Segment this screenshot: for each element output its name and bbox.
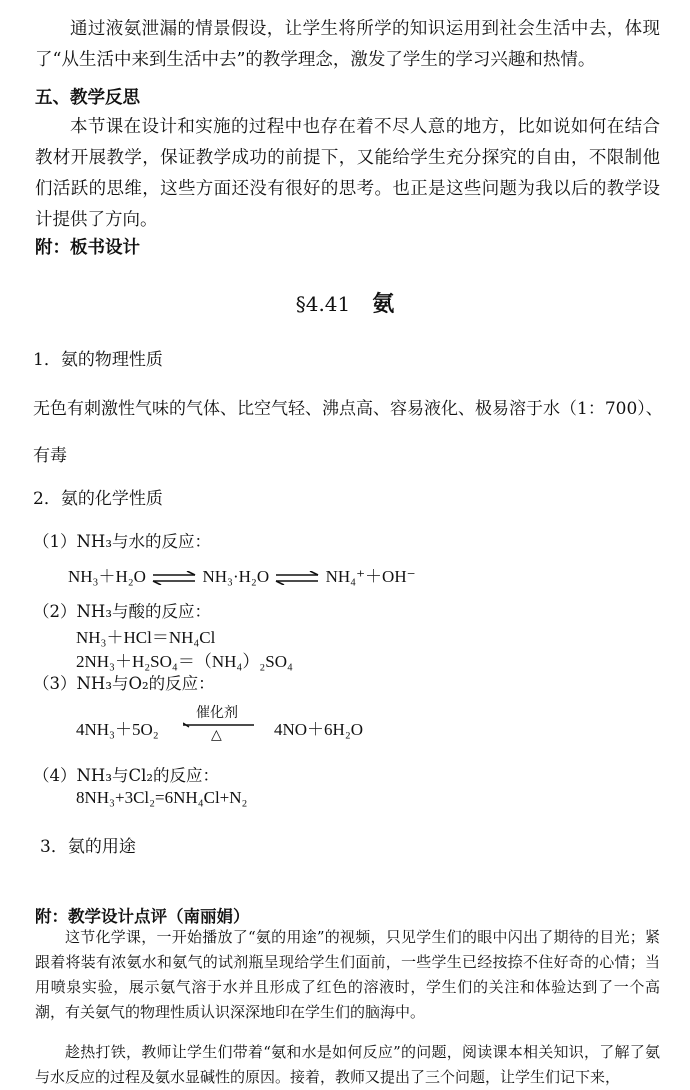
reaction4-equation: 8NH₃+3Cl₂=6NH₄Cl+N₂ xyxy=(76,788,248,807)
reaction4-label: （4）NH₃与Cl₂的反应： xyxy=(33,766,219,785)
review-paragraph-2: 趁热打铁，教师让学生们带着“氨和水是如何反应”的问题，阅读课本相关知识，了解了氨与水反应的过程及氨水显碱性的原因。接着，教师又提出了三个问题，让学生们记下来， xyxy=(35,1043,660,1086)
board-title xyxy=(0,287,690,318)
section5-paragraph: 本节课在设计和实施的过程中也存在着不尽人意的地方，比如说如何在结合教材开展教学，保证教学成功的前提下，又能给学生充分探究的自由，不限制他们活跃的思维，这些方面还没有很好的思考。也正是这些问题为我以后的教学设计提供了方向。 xyxy=(35,117,660,230)
board-title-number: §4.41 xyxy=(295,292,351,316)
reaction3-heat-symbol: △ xyxy=(211,727,222,743)
physical-properties-heading: 1．氨的物理性质 xyxy=(33,350,163,370)
equilibrium-arrow-icon xyxy=(152,571,196,585)
reaction3-catalyst: 催化剂 xyxy=(196,705,238,721)
reaction3-left: 4NH₃＋5O₂ xyxy=(76,720,159,739)
appendix-heading: 附：板书设计 xyxy=(35,238,140,258)
review-paragraph-1: 这节化学课，一开始播放了“氨的用途”的视频，只见学生们的眼中闪出了期待的目光；紧跟着将装有浓氨水和氨气的试剂瓶呈现给学生们面前，一些学生已经按捺不住好奇的心情；当用喷泉实验，展示氨气溶于水并且形成了红色的溶液时，学生们的关注和体验达到了一个高潮，有关氨气的物理性质认识深深地印在学生们的脑海中。 xyxy=(35,928,660,1021)
chemical-properties-heading: 2．氨的化学性质 xyxy=(33,489,163,509)
reaction3-label: （3）NH₃与O₂的反应： xyxy=(33,674,215,693)
board-title-word: 氨 xyxy=(372,291,395,317)
reaction2-equation-1: NH₃＋HCl＝NH₄Cl xyxy=(76,628,216,647)
reaction1-right: NH₄⁺＋OH⁻ xyxy=(325,567,416,586)
review-heading: 附：教学设计点评（南丽娟） xyxy=(35,907,250,926)
equilibrium-arrow-icon xyxy=(275,571,319,585)
physical-properties-text-2: 有毒 xyxy=(33,446,67,466)
reaction1-label: （1）NH₃与水的反应： xyxy=(33,532,211,551)
section5-heading: 五、教学反思 xyxy=(35,88,140,108)
reaction3-right: 4NO＋6H₂O xyxy=(274,720,364,739)
intro-paragraph: 通过液氨泄漏的情景假设，让学生将所学的知识运用到社会生活中去，体现了“从生活中来到生活中去”的教学理念，激发了学生的学习兴趣和热情。 xyxy=(35,19,660,70)
physical-properties-text-1: 无色有刺激性气味的气体、比空气轻、沸点高、容易液化、极易溶于水（1：700）、 xyxy=(33,399,663,419)
reaction1-left: NH₃＋H₂O xyxy=(68,567,146,586)
reaction2-label: （2）NH₃与酸的反应： xyxy=(33,602,211,621)
reaction2-equation-2: 2NH₃＋H₂SO₄＝（NH₄）₂SO₄ xyxy=(76,652,293,671)
uses-heading: 3．氨的用途 xyxy=(40,837,136,857)
reaction1-middle: NH₃·H₂O xyxy=(202,567,270,586)
reaction1-equation xyxy=(68,562,416,587)
